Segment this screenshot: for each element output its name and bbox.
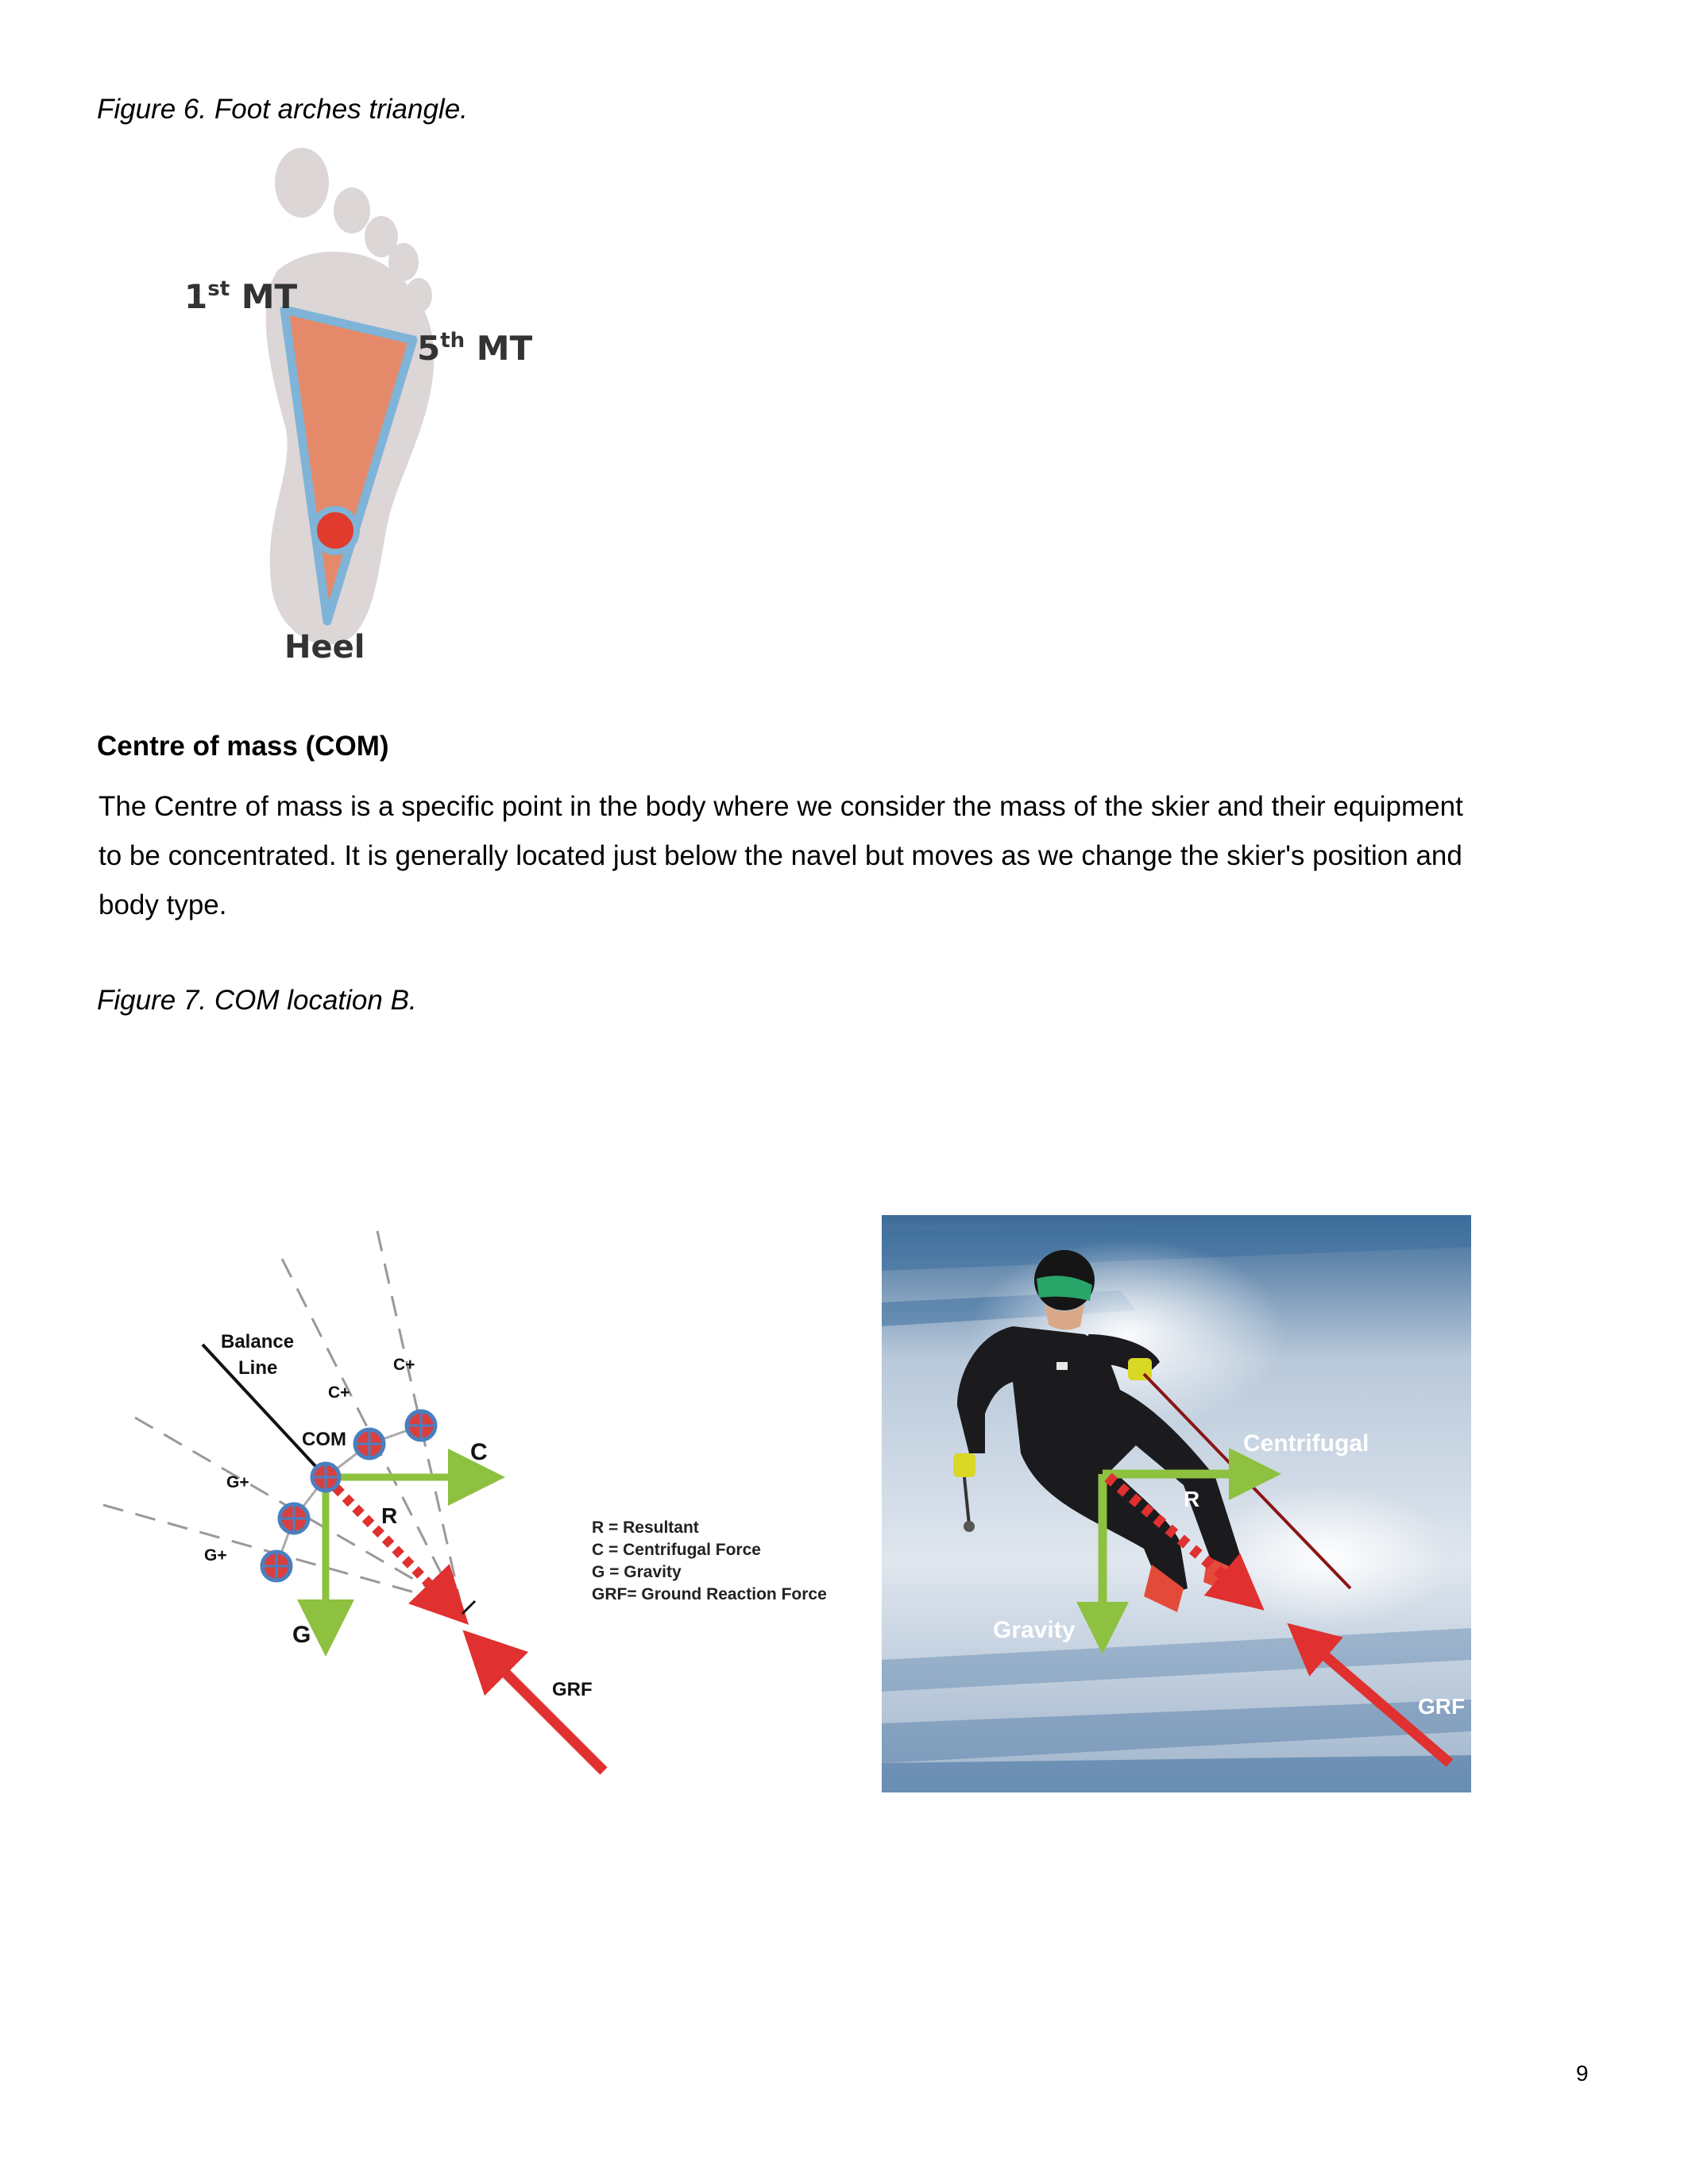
heel-label: Heel — [284, 629, 365, 666]
com-paragraph: The Centre of mass is a specific point in the body where we consider the mass of the skier and their equipment to be concentrated. It is generally located just below the navel but moves as we change the skier's position and body type. — [98, 791, 1463, 920]
force-legend — [592, 1518, 827, 1603]
com-heading: Centre of mass (COM) — [97, 731, 389, 762]
grf-label: GRF — [1418, 1694, 1466, 1719]
legend-item: C = Centrifugal Force — [592, 1541, 761, 1559]
ground-reaction-force-arrow — [485, 1652, 604, 1771]
page-number: 9 — [1576, 2061, 1589, 2086]
r-label: R — [1184, 1487, 1200, 1511]
com-marker — [407, 1411, 435, 1440]
c-plus-label: C+ — [328, 1383, 350, 1402]
legend-item: R = Resultant — [592, 1518, 699, 1537]
c-label: C — [470, 1439, 488, 1465]
balance-line-label: Line — [238, 1357, 278, 1379]
skier-photo — [882, 1215, 1471, 1792]
figure-7-caption: Figure 7. COM location B. — [97, 985, 417, 1016]
grf-label: GRF — [552, 1679, 593, 1700]
centrifugal-label: Centrifugal — [1243, 1430, 1369, 1457]
fifth-metatarsal-label: 5th MT — [417, 329, 533, 368]
com-marker — [262, 1552, 291, 1580]
com-marker — [312, 1464, 339, 1491]
figure-6-caption: Figure 6. Foot arches triangle. — [97, 94, 468, 125]
legend-item: G = Gravity — [592, 1563, 682, 1581]
g-label: G — [292, 1622, 311, 1648]
centre-point-marker — [314, 509, 357, 552]
c-plus-label: C+ — [393, 1356, 415, 1374]
legend-item: GRF= Ground Reaction Force — [592, 1585, 827, 1603]
gravity-label: Gravity — [993, 1617, 1076, 1643]
foot-arches-figure — [159, 143, 540, 667]
com-label: COM — [302, 1429, 346, 1450]
com-marker — [355, 1430, 384, 1458]
com-marker — [280, 1504, 308, 1533]
g-plus-label: G+ — [204, 1546, 227, 1565]
grf-tick-mark — [462, 1601, 475, 1614]
com-force-diagram — [95, 1223, 842, 1779]
r-label: R — [381, 1503, 398, 1528]
g-plus-label: G+ — [226, 1473, 249, 1491]
first-metatarsal-label: 1st MT — [184, 277, 298, 316]
balance-line-label: Balance — [221, 1331, 295, 1352]
resultant-arrow — [326, 1477, 449, 1604]
